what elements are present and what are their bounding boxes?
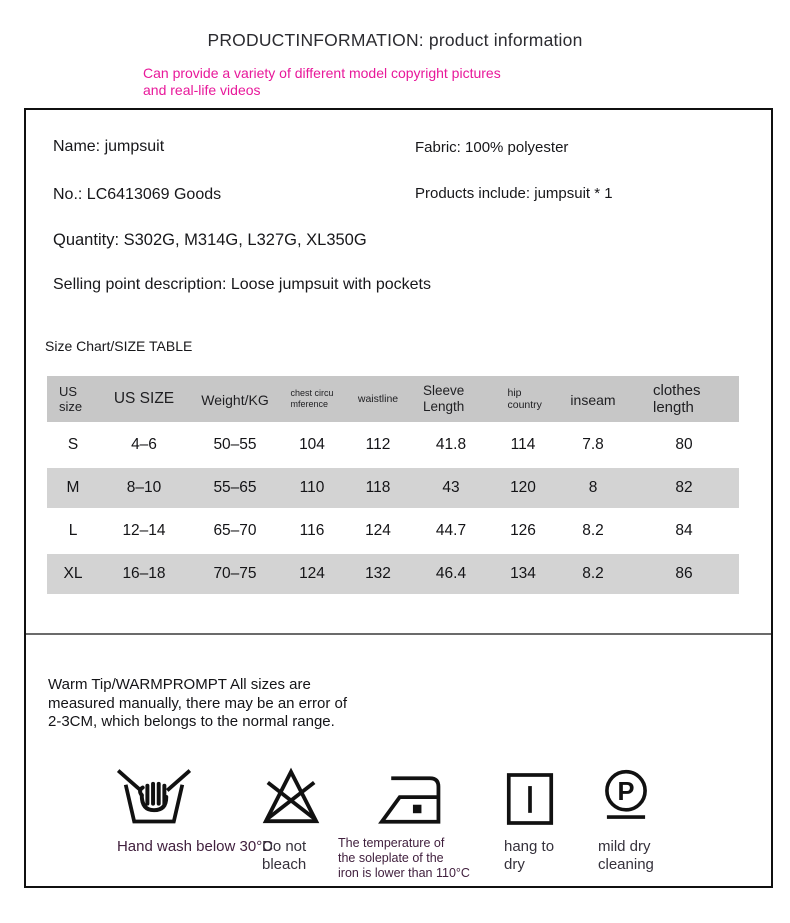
product-selling-point: Selling point description: Loose jumpsuit with pockets [53,276,431,293]
dry-clean-mild-label: mild dry cleaning [598,838,654,873]
size-table [47,373,739,597]
do-not-bleach-icon [262,765,320,834]
warm-tip-line: 2-3CM, which belongs to the normal range. [48,713,335,730]
hang-to-dry-icon [506,772,554,831]
product-quantity: Quantity: S302G, M314G, L327G, XL350G [53,231,367,249]
dry-clean-mild-icon [598,768,654,833]
product-fabric: Fabric: 100% polyester [415,139,569,156]
hand-wash-label: Hand wash below 30°C [116,838,274,855]
do-not-bleach-label: Do not bleach [262,838,307,873]
size-table-header-row [47,376,739,422]
product-name: Name: jumpsuit [53,138,165,155]
warm-tip-text [48,676,347,732]
size-table-container [47,373,739,597]
size-row-l: L 12–14 65–70 116 124 44.7 126 8.2 84 [47,511,739,551]
col-header-waistline: waistline [343,376,413,422]
size-chart-label: Size Chart/SIZE TABLE [45,338,193,354]
section-divider [26,633,771,635]
hand-wash-icon [116,764,192,835]
col-header-clothes-length: clothes length [629,376,739,422]
size-row-m: M 8–10 55–65 110 118 43 120 8 82 [47,468,739,508]
size-row-s: S 4–6 50–55 104 112 41.8 114 7.8 80 [47,425,739,465]
col-header-hip: hip country [489,376,557,422]
product-detail-box [24,108,773,888]
hang-to-dry-label: hang to dry [504,838,555,873]
subtitle [143,65,673,99]
col-header-weight: Weight/KG [189,376,281,422]
product-includes: Products include: jumpsuit * 1 [415,185,613,202]
col-header-us-size: US size [47,376,99,422]
svg-text:P: P [617,777,635,806]
product-number: No.: LC6413069 Goods [53,186,222,203]
page-title: PRODUCTINFORMATION: product information [207,30,583,50]
col-header-us-size-2: US SIZE [99,376,189,422]
iron-low-temp-icon [378,770,446,835]
subtitle-line: and real-life videos [143,82,261,98]
subtitle-line: Can provide a variety of different model copyright pictures [143,65,501,81]
iron-low-temp-label: The temperature of the soleplate of the iron is lower than 110°C [338,836,470,880]
col-header-sleeve-length: Sleeve Length [413,376,489,422]
warm-tip-line: measured manually, there may be an error of [48,694,348,712]
col-header-inseam: inseam [557,376,629,422]
warm-tip-line: Warm Tip/WARMPROMPT All sizes are [48,676,311,693]
col-header-chest: chest circumference [281,376,343,422]
size-row-xl: XL 16–18 70–75 124 132 46.4 134 8.2 86 [47,554,739,594]
